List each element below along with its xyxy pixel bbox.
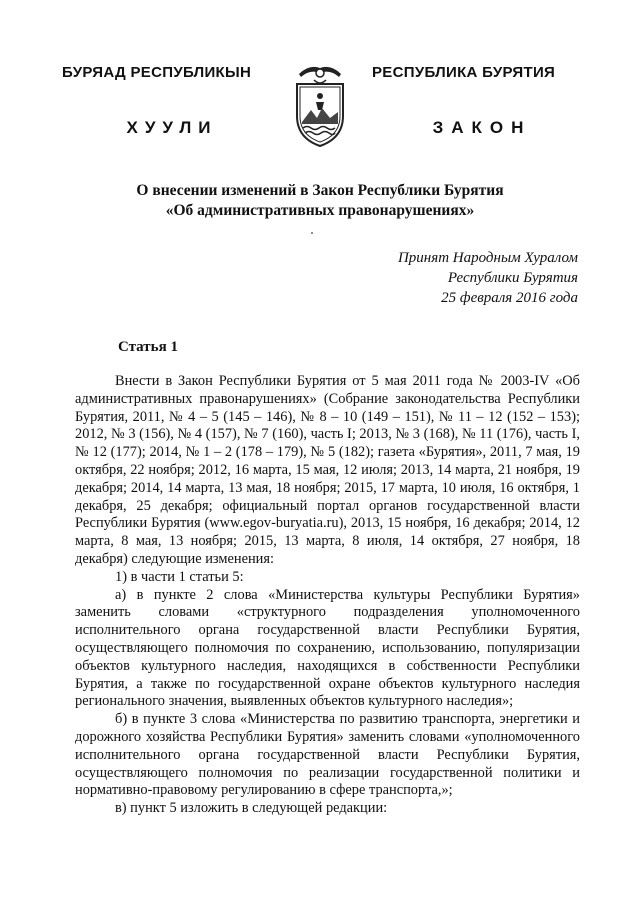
adoption-note [330,248,578,308]
document-title-line1: О внесении изменений в Закон Республики Бурятия [136,182,504,199]
article-heading: Статья 1 [118,339,178,355]
article-item-b: б) в пункте 3 слова «Министерства по развитию транспорта, энергетики и дорожного хозяйства Республики Бурятия» заменить словами «уполномоченного исполнительного органа государственной власти Республики Бурятия, осуществляющего полномочия по реализации государственной политики и нормативно-правовому регулированию в сфере транспорта,»; [75,711,580,799]
header-right-doc-type: ЗАКОН [432,118,532,137]
article-intro-paragraph: Внести в Закон Республики Бурятия от 5 мая 2011 года № 2003-IV «Об административных правонарушениях» (Собрание законодательства Республики Бурятия, 2011, № 4 – 5 (145 – 146), № 8 – 10 (149 – 151), № 11 – 12 (152 – 153); 2012, № 3 (156), № 4 (157), № 7 (160), часть I; 2013, № 3 (168), № 11 (176), часть I, № 12 (177); 2014, № 1 – 2 (178 – 179), № 5 (182); газета «Бурятия», 2011, 7 мая, 19 октября, 22 ноября; 2012, 16 марта, 15 мая, 12 июля; 2013, 14 марта, 21 ноября, 19 декабря; 2014, 14 марта, 13 мая, 18 ноября; 2015, 17 марта, 10 июля, 16 октября, 1 декабря, 25 декабря; официальный портал органов государственной власти Республики Бурятия (www.egov-buryatia.ru), 2013, 15 ноября, 16 декабря; 2014, 12 марта, 8 мая, 13 ноября; 2015, 13 марта, 8 июля, 14 октября, 27 ноября, 18 декабря) следующие изменения: [75,373,580,567]
article-body [75,373,580,818]
scan-speck [311,232,313,234]
article-item-v: в) пункт 5 изложить в следующей редакции: [115,800,388,817]
adoption-line2: Республики Бурятия [447,270,578,286]
article-item-a: а) в пункте 2 слова «Министерства культуры Республики Бурятия» заменить словами «структурного подразделения уполномоченного исполнительного органа государственной власти Республики Бурятия, осуществляющего полномочия по сохранению, использованию, популяризации объектов культурного наследия, находящихся в собственности Республики Бурятия, а также по государственной охране объектов культурного наследия регионального значения, выявленных объектов культурного наследия»; [75,586,580,710]
header-right-title: РЕСПУБЛИКА БУРЯТИЯ [372,64,556,81]
article-item-1: 1) в части 1 статьи 5: [115,568,244,585]
adoption-date: 25 февраля 2016 года [441,290,578,306]
document-title-line2: «Об административных правонарушениях» [165,202,475,219]
header-left-title: БУРЯАД РЕСПУБЛИКЫН [62,64,252,81]
document-title [60,181,580,221]
coat-of-arms-icon [289,60,351,152]
adoption-line1: Принят Народным Хуралом [397,250,578,266]
header-left-doc-type: ХУУЛИ [126,118,218,137]
